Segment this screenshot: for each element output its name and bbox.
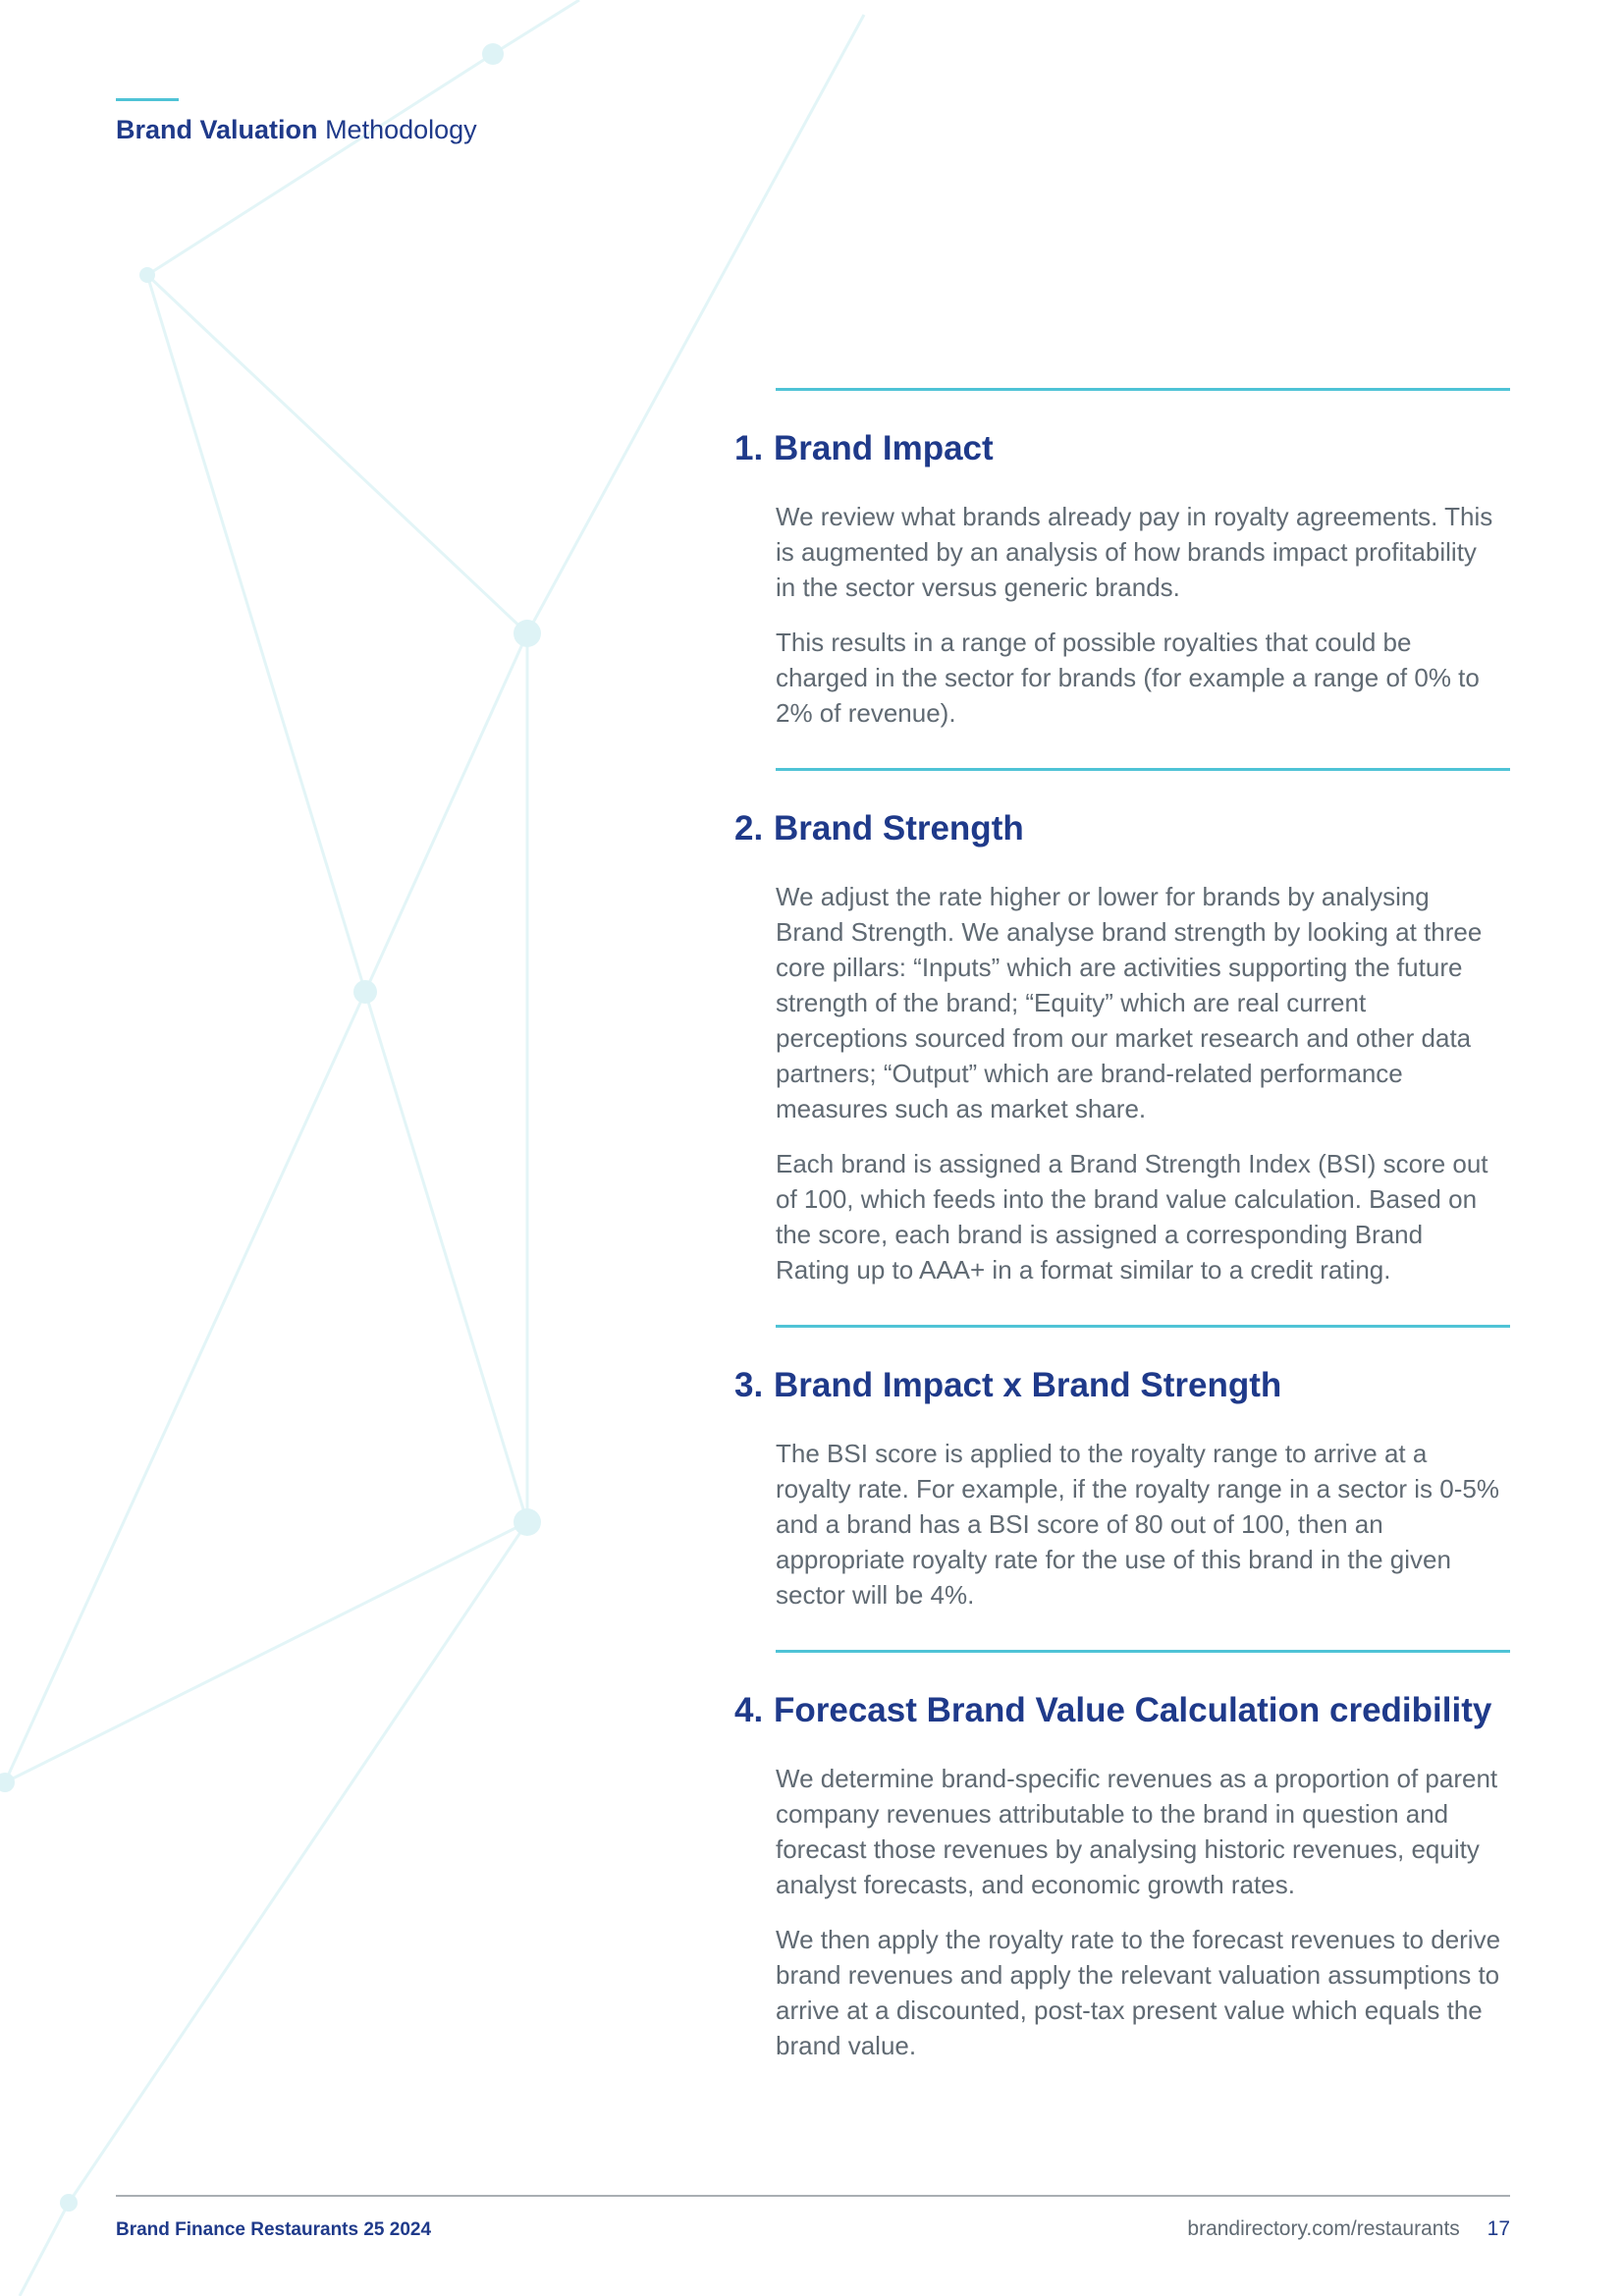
step-heading <box>734 808 1510 849</box>
step-forecast-brand-value <box>734 1650 1510 2101</box>
step-title: Forecast Brand Value Calculation credibility <box>774 1691 1492 1729</box>
step-paragraph: The BSI score is applied to the royalty range to arrive at a royalty rate. For example, if the royalty range in a sector is 0-5% and a brand has a BSI score of 80 out of 100, then an appropriate royalty rate for the use of this brand in the given sector will be 4%. <box>776 1439 1499 1610</box>
page-section-title <box>116 115 477 145</box>
step-number: 2. <box>734 809 764 847</box>
network-node <box>60 2194 78 2212</box>
step-heading <box>734 1690 1510 1731</box>
step-brand-strength <box>734 768 1510 1325</box>
network-node <box>139 267 155 283</box>
step-number: 3. <box>734 1366 764 1404</box>
step-number: 1. <box>734 429 764 467</box>
network-node <box>353 980 377 1004</box>
step-paragraph: We then apply the royalty rate to the forecast revenues to derive brand revenues and apply the relevant valuation assumptions to arrive at a discounted, post-tax present value which equals the brand value. <box>776 1925 1501 2060</box>
step-title: Brand Impact x Brand Strength <box>774 1366 1282 1404</box>
step-paragraph: We determine brand-specific revenues as a proportion of parent company revenues attributable to the brand in question and forecast those revenues by analysing historic revenues, equity analyst forecasts, and economic growth rates. <box>776 1764 1498 1899</box>
step-brand-impact <box>734 388 1510 768</box>
step-impact-x-strength <box>734 1325 1510 1650</box>
network-node <box>0 1773 15 1792</box>
step-number: 4. <box>734 1691 764 1729</box>
network-node <box>514 620 541 647</box>
step-title: Brand Impact <box>774 429 994 467</box>
network-node <box>482 43 504 65</box>
header-title-rest: Methodology <box>325 115 477 144</box>
header-accent-line <box>116 98 179 101</box>
step-paragraph: We adjust the rate higher or lower for brands by analysing Brand Strength. We analyse brand strength by looking at three core pillars: “Inputs” which are activities supporting the future strength of the brand; “Equity” which are real current perceptions sourced from our market research and other data partners; “Output” which are brand-related performance measures such as market share. <box>776 882 1483 1123</box>
step-heading <box>734 428 1510 469</box>
footer-divider <box>116 2195 1510 2197</box>
step-title: Brand Strength <box>774 809 1024 847</box>
step-paragraph: We review what brands already pay in royalty agreements. This is augmented by an analysis of how brands impact profitability in the sector versus generic brands. <box>776 502 1493 602</box>
page-header <box>116 98 477 145</box>
methodology-steps <box>734 388 1510 2101</box>
header-title-bold: Brand Valuation <box>116 115 318 144</box>
step-heading <box>734 1365 1510 1406</box>
step-paragraph: This results in a range of possible royalties that could be charged in the sector for brands (for example a range of 0% to 2% of revenue). <box>776 628 1480 728</box>
step-paragraph: Each brand is assigned a Brand Strength Index (BSI) score out of 100, which feeds into the brand value calculation. Based on the score, each brand is assigned a corresponding Brand Rating up to AAA+ in a format similar to a credit rating. <box>776 1149 1488 1285</box>
network-node <box>514 1508 541 1536</box>
page-number: 17 <box>1487 2217 1510 2240</box>
footer-url-link[interactable]: brandirectory.com/restaurants <box>1187 2217 1460 2240</box>
footer-publication-title: Brand Finance Restaurants 25 2024 <box>116 2219 432 2240</box>
footer-right <box>1187 2217 1510 2241</box>
